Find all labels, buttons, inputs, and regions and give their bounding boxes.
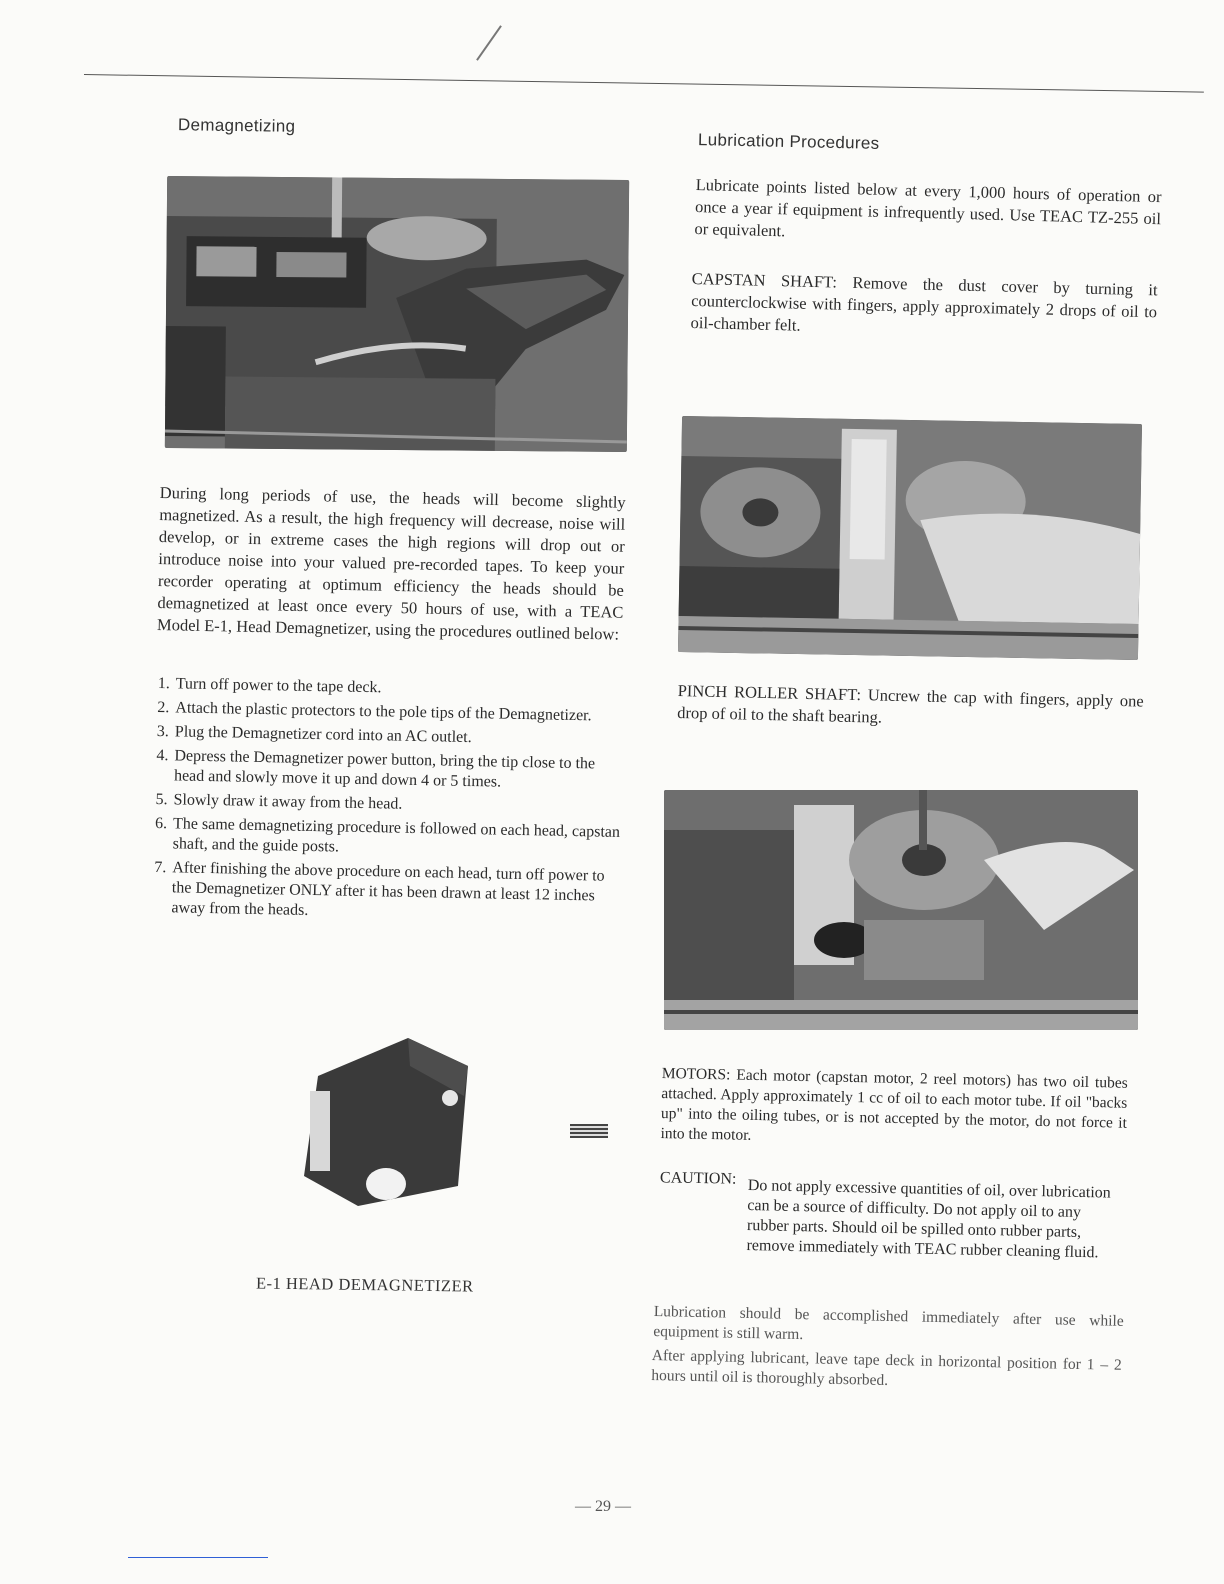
motors-instructions: MOTORS: Each motor (capstan motor, 2 reel motors) has two oil tubes attached. Apply approximately 1 cc of oil to each motor tube. If oil "backs up" into the oiling tubes, or is not accepted by the motor, do not force it into the motor.: [660, 1064, 1128, 1144]
pen-stroke-mark: [476, 25, 502, 61]
list-item: 3. Plug the Demagnetizer cord into an AC outlet.: [156, 722, 472, 747]
cord-plug-fragment: [570, 1124, 608, 1138]
list-item: 4. Depress the Demagnetizer power button, bring the tip close to the head and slowly move it up and down 4 or 5 times.: [156, 746, 596, 791]
lubrication-intro-paragraph: Lubricate points listed below at every 1,000 hours of operation or once a year if equipment is infrequently used. Use TEAC TZ-255 oil or equivalent.: [694, 174, 1162, 241]
pinch-roller-instructions: PINCH ROLLER SHAFT: Uncrew the cap with fingers, apply one drop of oil to the shaft bearing.: [677, 680, 1144, 727]
caution-text: Do not apply excessive quantities of oil, over lubrication can be a source of difficulty. Do not apply oil to any rubber parts. Should oil be spilled onto rubber parts, remove immediately with TEAC rubber cleaning fluid.: [746, 1176, 1111, 1262]
tape-deck-head-demagnetizing-photo: [165, 176, 629, 452]
demagnetizer-caption: E-1 HEAD DEMAGNETIZER: [255, 1273, 474, 1296]
demagnetizing-intro-paragraph: During long periods of use, the heads will become slightly magnetized. As a result, the high frequency will decrease, noise will develop, or in extreme cases the high regions will drop out or introduce noise into your valued pre-recorded tapes. To keep your recorder operating at optimum efficiency the heads should be demagnetized at least once every 50 hours of use, with a TEAC Model E-1, Head Demagnetizer, using the procedures outlined below:: [156, 482, 626, 644]
list-item: 5. Slowly draw it away from the head.: [155, 790, 403, 813]
list-item: 7. After finishing the above procedure on each head, turn off power to the Demagnetizer ONLY after it has been drawn at least 12 inches away from the heads.: [154, 858, 605, 919]
top-divider-line: [84, 74, 1204, 93]
lubrication-timing-note: Lubrication should be accomplished immediately after use while equipment is still warm.: [653, 1302, 1124, 1344]
lubrication-heading: Lubrication Procedures: [697, 130, 880, 153]
demagnetizing-steps-list: [153, 674, 626, 931]
list-item: 2. Attach the plastic protectors to the pole tips of the Demagnetizer.: [157, 698, 592, 725]
demagnetizing-heading: Demagnetizing: [177, 115, 296, 136]
e1-head-demagnetizer-photo: [298, 1036, 474, 1208]
pinch-roller-oiling-photo: [664, 790, 1138, 1030]
lubrication-absorb-note: After applying lubricant, leave tape deck in horizontal position for 1 – 2 hours until oil is thoroughly absorbed.: [651, 1346, 1122, 1389]
capstan-oiling-photo: [678, 416, 1142, 660]
list-item: 1. Turn off power to the tape deck.: [157, 674, 382, 697]
page-number: — 29 —: [575, 1498, 631, 1515]
capstan-shaft-instructions: CAPSTAN SHAFT: Remove the dust cover by turning it counterclockwise with fingers, apply approximately 2 drops of oil to oil-chamber felt.: [690, 268, 1158, 335]
caution-label: CAUTION:: [659, 1169, 737, 1188]
list-item: 6. The same demagnetizing procedure is followed on each head, capstan shaft, and the guide posts.: [154, 814, 621, 856]
bottom-underline-mark: [128, 1557, 268, 1558]
